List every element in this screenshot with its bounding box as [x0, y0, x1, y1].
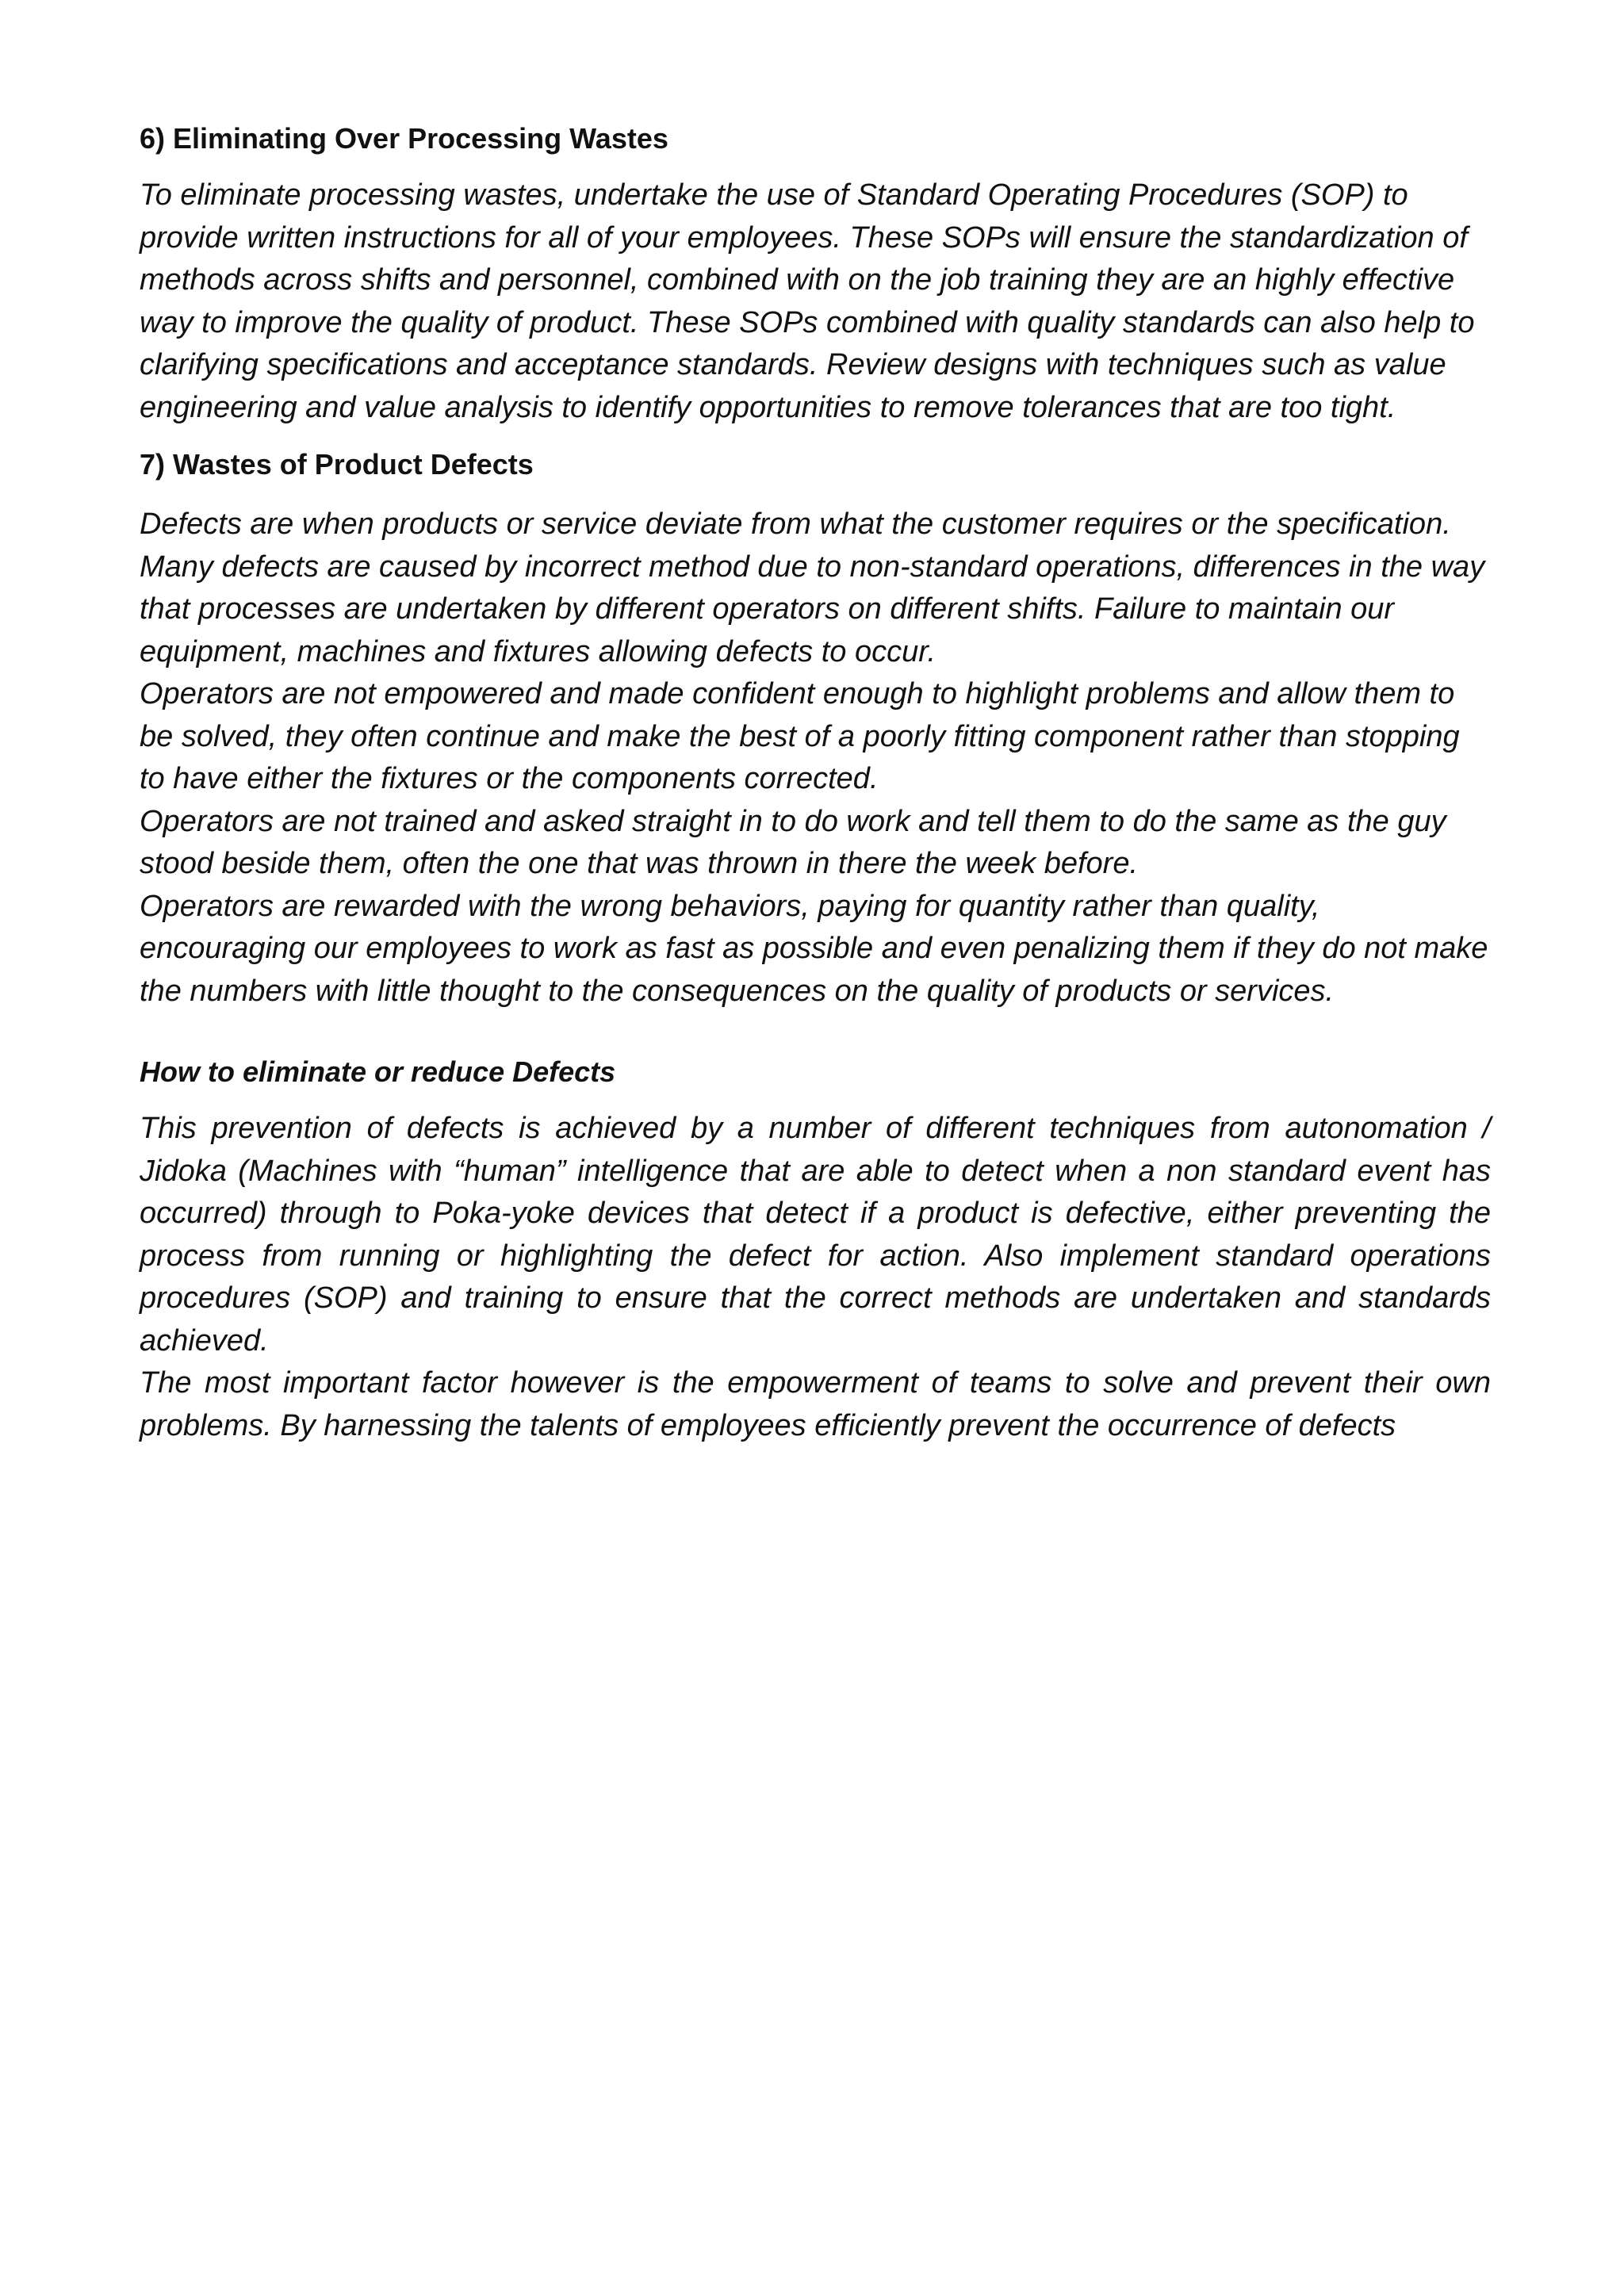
section-7-paragraph: Operators are not empowered and made confident enough to highlight problems and allow them to be solved, they often continue and make the best of a poorly fitting component rather than stopping to have either the fixtures or the components corrected.: [140, 677, 1460, 795]
document-body: [140, 117, 1491, 1447]
eliminate-defects-paragraph: This prevention of defects is achieved by a number of different techniques from autonomation / Jidoka (Machines with “human” intelligence that are able to detect when a non standard event has occurred) through to Poka-yoke devices that detect if a product is defective, either preventing the process from running or highlighting the defect for action. Also implement standard operations procedures (SOP) and training to ensure that the correct methods are undertaken and standards achieved.: [140, 1112, 1491, 1358]
eliminate-defects-heading: How to eliminate or reduce Defects: [140, 1055, 616, 1088]
section-6-paragraph: To eliminate processing wastes, undertake the use of Standard Operating Procedures (SOP) to provide written instructions for all of your employees. These SOPs will ensure the standardization of methods across shifts and personnel, combined with on the job training they are an highly effective way to improve the quality of product. These SOPs combined with quality standards can also help to clarifying specifications and acceptance standards. Review designs with techniques such as value engineering and value analysis to identify opportunities to remove tolerances that are too tight.: [140, 178, 1475, 424]
section-6-heading: 6) Eliminating Over Processing Wastes: [140, 122, 668, 155]
section-7-paragraph: Operators are not trained and asked straight in to do work and tell them to do the same as the guy stood beside them, often the one that was thrown in there the week before.: [140, 804, 1446, 880]
section-7-paragraph: Operators are rewarded with the wrong behaviors, paying for quantity rather than quality, encouraging our employees to work as fast as possible and even penalizing them if they do not make the numbers with little thought to the consequences on the quality of products or services.: [140, 889, 1488, 1008]
eliminate-defects-paragraph-2: The most important factor however is the empowerment of teams to solve and prevent their own problems. By harnessing the talents of employees efficiently prevent the occurrence of defects: [140, 1366, 1491, 1442]
section-7-paragraph: Defects are when products or service deviate from what the customer requires or the specification. Many defects are caused by incorrect method due to non-standard operations, differences in the way that processes are undertaken by different operators on different shifts. Failure to maintain our equipment, machines and fixtures allowing defects to occur.: [140, 507, 1485, 668]
section-7-heading: 7) Wastes of Product Defects: [140, 448, 534, 481]
